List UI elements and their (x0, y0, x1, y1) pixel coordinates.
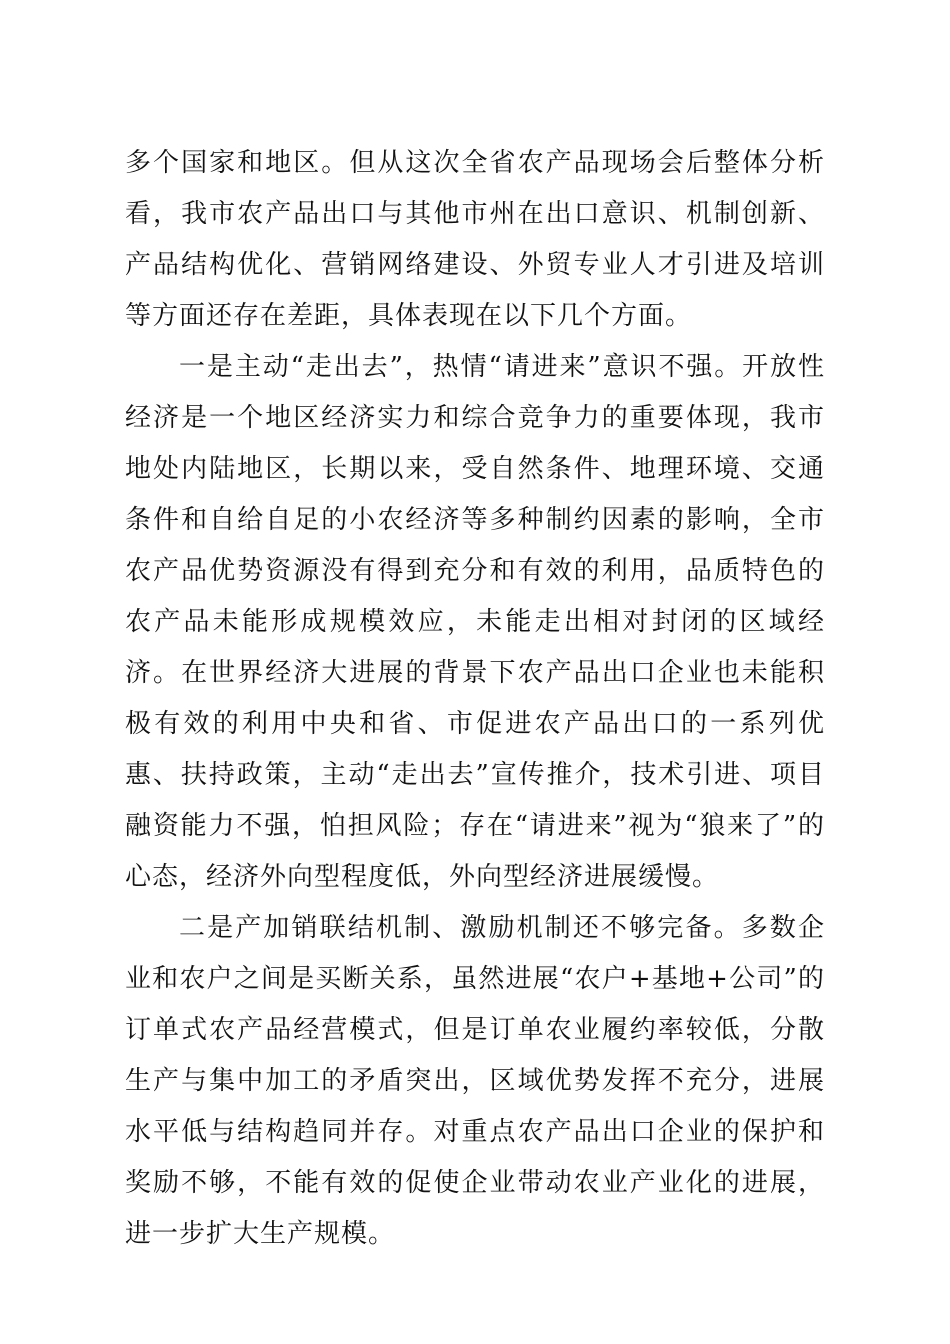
paragraph-point-one: 一是主动“走出去”，热情“请进来”意识不强。开放性经济是一个地区经济实力和综合竞争力的重要体现，我市地处内陆地区，长期以来，受自然条件、地理环境、交通条件和自给自足的小农经济等多种制约因素的影响，全市农产品优势资源没有得到充分和有效的利用，品质特色的农产品未能形成规模效应，未能走出相对封闭的区域经济。在世界经济大进展的背景下农产品出口企业也未能积极有效的利用中央和省、市促进农产品出口的一系列优惠、扶持政策，主动“走出去”宣传推介，技术引进、项目融资能力不强，怕担风险；存在“请进来”视为“狼来了”的心态，经济外向型程度低，外向型经济进展缓慢。 (125, 352, 825, 892)
paragraph-point-two: 二是产加销联结机制、激励机制还不够完备。多数企业和农户之间是买断关系，虽然进展“农户+基地+公司”的订单式农产品经营模式，但是订单农业履约率较低，分散生产与集中加工的矛盾突出，区域优势发挥不充分，进展水平低与结构趋同并存。对重点农产品出口企业的保护和奖励不够，不能有效的促使企业带动农业产业化的进展，进一步扩大生产规模。 (125, 913, 825, 1249)
document-body (125, 138, 825, 1260)
paragraph-continuation: 多个国家和地区。但从这次全省农产品现场会后整体分析看，我市农产品出口与其他市州在出口意识、机制创新、产品结构优化、营销网络建设、外贸专业人才引进及培训等方面还存在差距，具体表现在以下几个方面。 (125, 148, 825, 331)
